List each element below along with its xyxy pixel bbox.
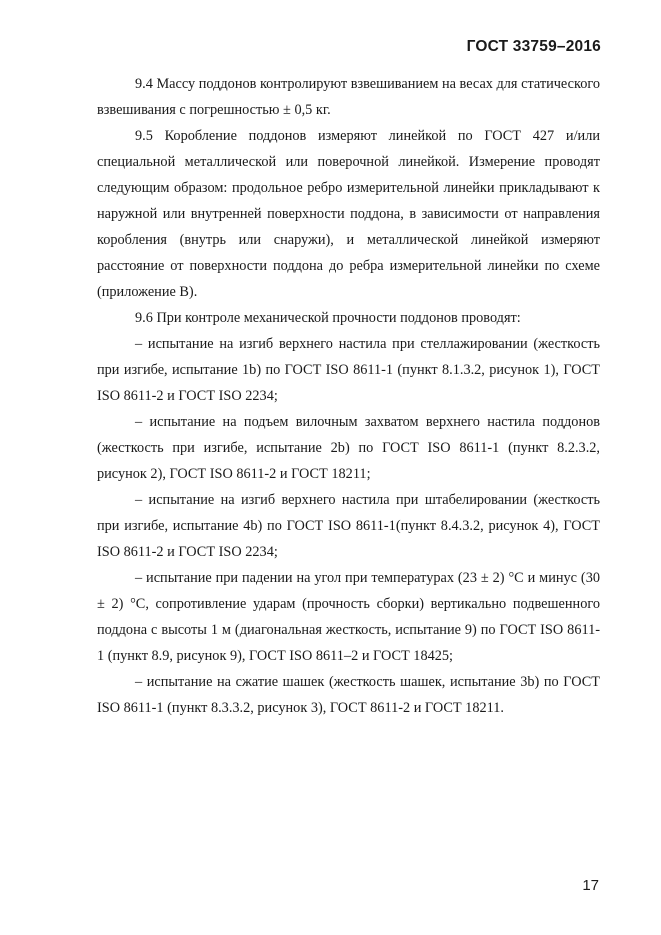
- paragraph-9-6: 9.6 При контроле механической прочности поддонов проводят:: [135, 310, 521, 326]
- document-header-code: ГОСТ 33759–2016: [466, 38, 601, 55]
- document-body: [97, 71, 600, 721]
- page-number: 17: [582, 877, 599, 894]
- list-item-bending-stacking: – испытание на изгиб верхнего настила при штабелировании (жесткость при изгибе, испытание 4b) по ГОСТ ISO 8611-1(пункт 8.4.3.2, рисунок 4), ГОСТ ISO 8611-2 и ГОСТ ISO 2234;: [97, 492, 600, 560]
- list-item-bending-racking: – испытание на изгиб верхнего настила при стеллажировании (жесткость при изгибе, испытание 1b) по ГОСТ ISO 8611-1 (пункт 8.1.3.2, рисунок 1), ГОСТ ISO 8611-2 и ГОСТ ISO 2234;: [97, 336, 600, 404]
- paragraph-9-5: 9.5 Коробление поддонов измеряют линейкой по ГОСТ 427 и/или специальной металлической или поверочной линейкой. Измерение проводят следующим образом: продольное ребро измерительной линейки прикладывают к наружной или внутренней поверхности поддона, в зависимости от направления коробления (внутрь или снаружи), и металлической линейкой измеряют расстояние от поверхности поддона до ребра измерительной линейки по схеме (приложение В).: [97, 128, 600, 300]
- list-item-block-compression: – испытание на сжатие шашек (жесткость шашек, испытание 3b) по ГОСТ ISO 8611-1 (пункт 8.3.3.2, рисунок 3), ГОСТ 8611-2 и ГОСТ 18211.: [97, 674, 600, 716]
- list-item-corner-drop: – испытание при падении на угол при температурах (23 ± 2) °С и минус (30 ± 2) °С, сопротивление ударам (прочность сборки) вертикально подвешенного поддона с высоты 1 м (диагональная жесткость, испытание 9) по ГОСТ ISO 8611-1 (пункт 8.9, рисунок 9), ГОСТ ISO 8611–2 и ГОСТ 18425;: [97, 570, 600, 664]
- paragraph-9-4: 9.4 Массу поддонов контролируют взвешиванием на весах для статического взвешивания с погрешностью ± 0,5 кг.: [97, 76, 600, 118]
- list-item-forklift-lift: – испытание на подъем вилочным захватом верхнего настила поддонов (жесткость при изгибе, испытание 2b) по ГОСТ ISO 8611-1 (пункт 8.2.3.2, рисунок 2), ГОСТ ISO 8611-2 и ГОСТ 18211;: [97, 414, 600, 482]
